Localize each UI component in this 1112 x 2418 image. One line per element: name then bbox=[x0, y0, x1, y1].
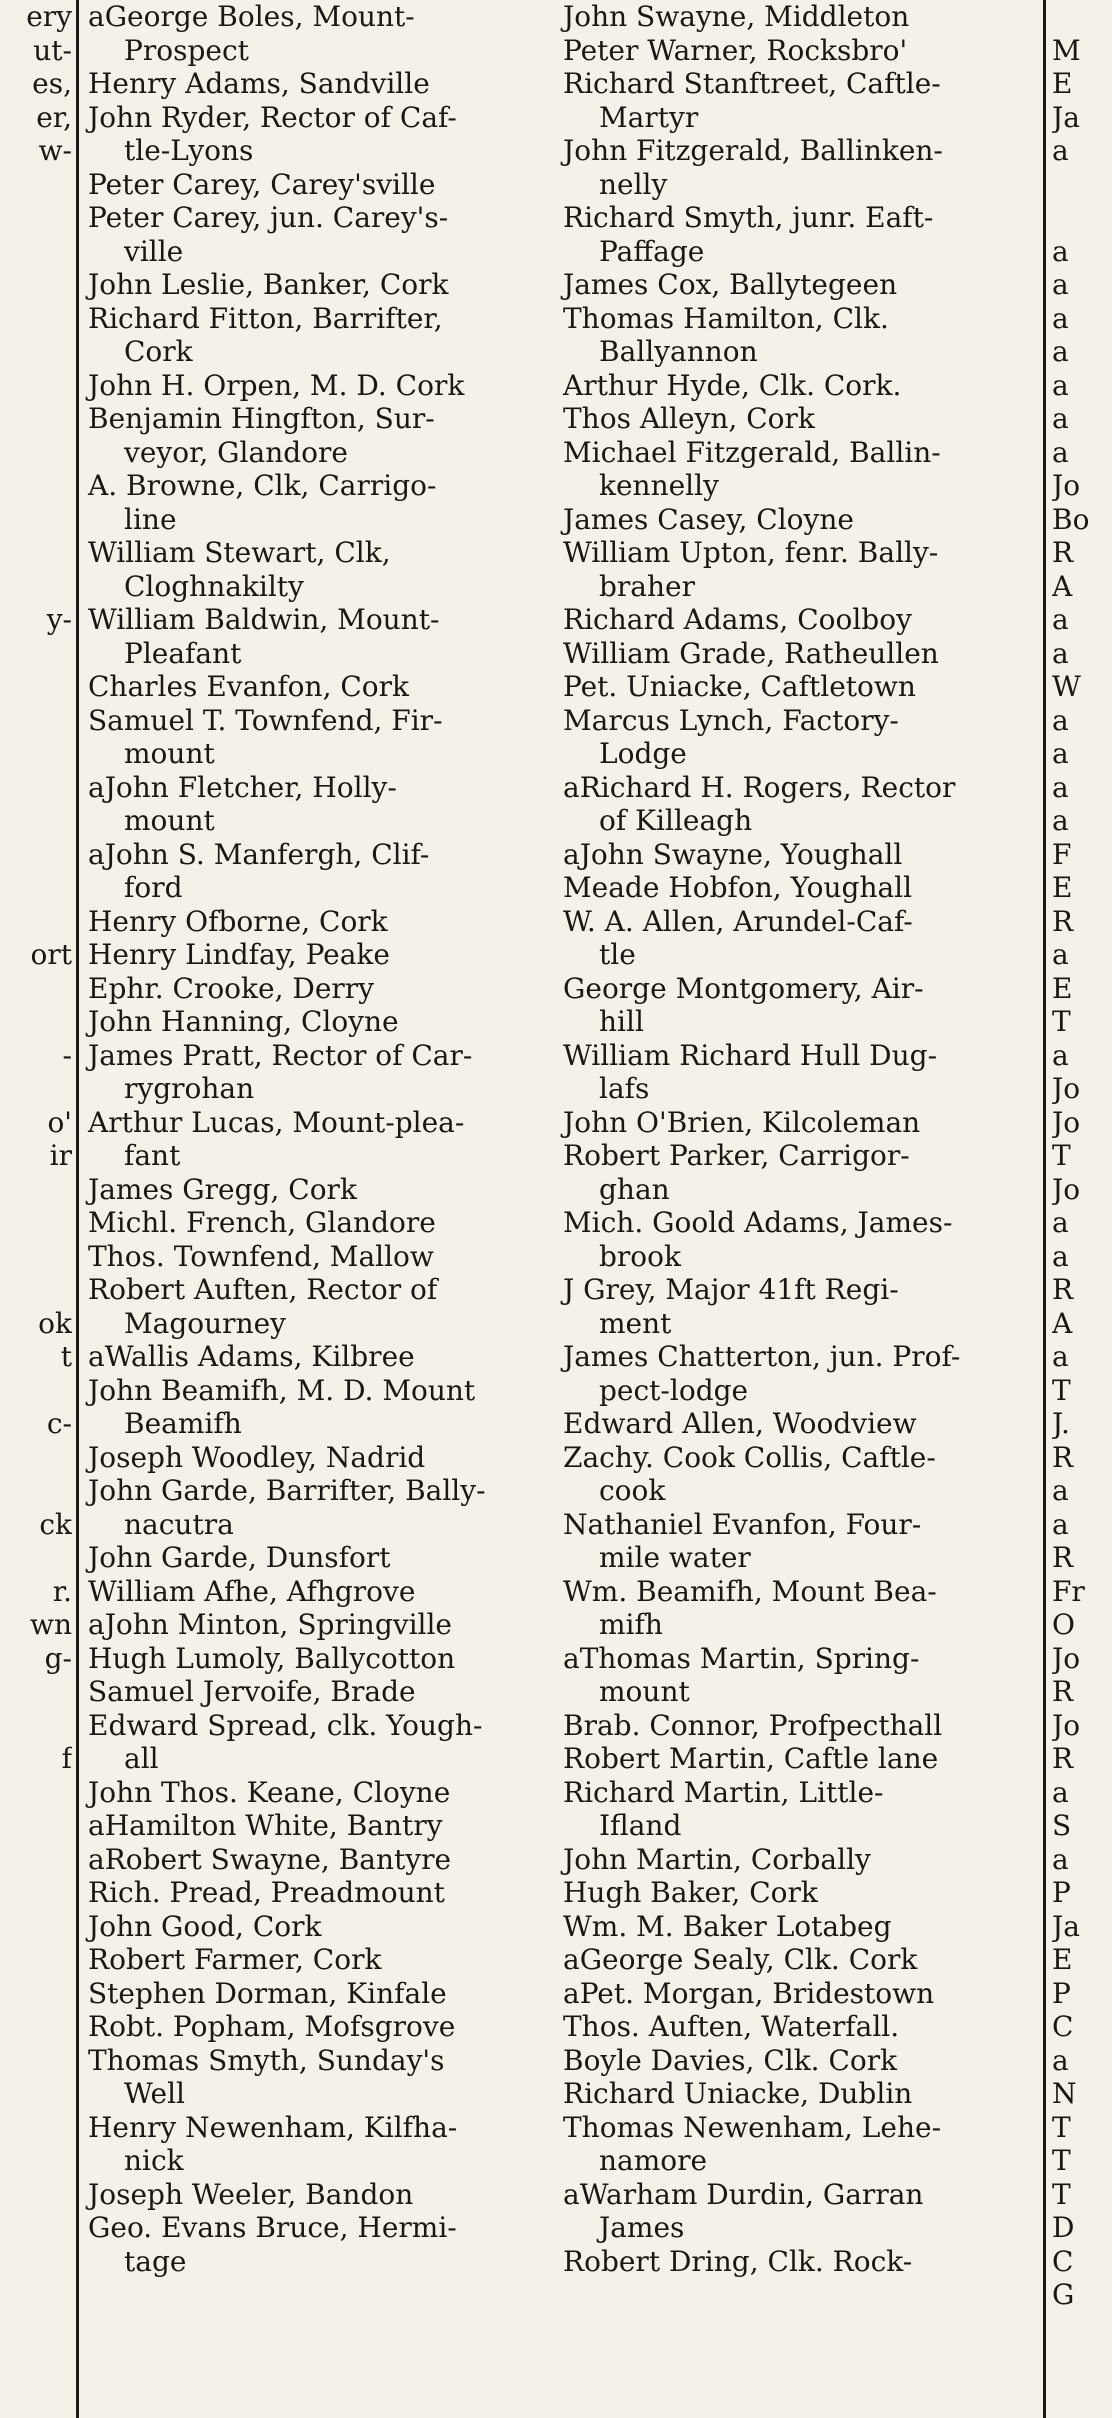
margin-fragment: y- bbox=[46, 603, 72, 636]
subscriber-entry: John Hanning, Cloyne bbox=[88, 1005, 399, 1038]
right-margin-fragments bbox=[1052, 0, 1112, 2418]
subscriber-entry: William Grade, Ratheullen bbox=[563, 636, 939, 670]
subscriber-entry-continuation: line bbox=[124, 502, 177, 536]
subscriber-entry: aJohn Swayne, Youghall bbox=[563, 837, 903, 871]
margin-fragment bbox=[0, 168, 72, 202]
margin-fragment: R bbox=[1052, 1273, 1074, 1306]
margin-fragment: a bbox=[1052, 1340, 1069, 1373]
subscriber-entry-continuation: Ballyannon bbox=[599, 335, 758, 368]
subscriber-entry-continuation: ford bbox=[124, 871, 183, 904]
subscriber-entry-continuation: Ifland bbox=[599, 1809, 682, 1842]
subscriber-entry: Joseph Woodley, Nadrid bbox=[88, 1440, 426, 1474]
margin-fragment: - bbox=[62, 1038, 72, 1072]
subscriber-entry: Hugh Baker, Cork bbox=[563, 1876, 818, 1909]
subscriber-entry: John Ryder, Rector of Caf- bbox=[88, 100, 457, 134]
subscriber-entry-continuation: mifh bbox=[599, 1608, 663, 1641]
subscriber-entry: aRichard H. Rogers, Rector bbox=[563, 770, 956, 804]
margin-fragment: G bbox=[1052, 2278, 1075, 2311]
subscriber-entry: Robert Auften, Rector of bbox=[88, 1273, 438, 1306]
margin-fragment bbox=[0, 436, 72, 470]
subscriber-entry-continuation: brook bbox=[599, 1239, 681, 1273]
margin-fragment: T bbox=[1052, 2144, 1071, 2177]
subscriber-entry: Richard Fitton, Barrifter, bbox=[88, 301, 443, 335]
subscriber-entry-continuation: ghan bbox=[599, 1172, 670, 1206]
subscriber-entry: Edward Allen, Woodview bbox=[563, 1407, 917, 1440]
margin-fragment: T bbox=[1052, 2177, 1071, 2211]
margin-fragment bbox=[0, 670, 72, 704]
subscriber-entry-continuation: Martyr bbox=[599, 100, 699, 134]
subscriber-entry-continuation: ville bbox=[124, 234, 184, 268]
subscriber-entry: John H. Orpen, M. D. Cork bbox=[88, 368, 465, 402]
margin-fragment: a bbox=[1052, 134, 1069, 167]
margin-fragment: T bbox=[1052, 1373, 1071, 1407]
subscriber-entry-continuation: namore bbox=[599, 2144, 708, 2177]
subscriber-entry-continuation: hill bbox=[599, 1005, 644, 1038]
margin-fragment bbox=[0, 201, 72, 235]
margin-fragment: ery bbox=[26, 0, 72, 33]
margin-fragment: wn bbox=[30, 1608, 72, 1641]
subscriber-entry: Peter Carey, jun. Carey's- bbox=[88, 201, 449, 234]
margin-fragment: a bbox=[1052, 435, 1069, 469]
margin-fragment: P bbox=[1052, 1876, 1071, 1909]
subscriber-entry-continuation: pect-lodge bbox=[599, 1373, 749, 1407]
margin-fragment: ir bbox=[49, 1139, 72, 1172]
margin-fragment bbox=[0, 570, 72, 604]
subscriber-entry: Michael Fitzgerald, Ballin- bbox=[563, 435, 941, 469]
margin-fragment: R bbox=[1052, 536, 1074, 569]
margin-fragment: Jo bbox=[1052, 1105, 1081, 1139]
subscriber-entry-continuation: Cloghnakilty bbox=[124, 569, 304, 603]
margin-fragment bbox=[0, 1441, 72, 1475]
margin-fragment: ut- bbox=[33, 33, 72, 67]
margin-fragment: T bbox=[1052, 1005, 1071, 1038]
margin-fragment: a bbox=[1052, 737, 1069, 770]
margin-fragment bbox=[0, 1173, 72, 1207]
subscriber-entry: aJohn S. Manfergh, Clif- bbox=[88, 837, 430, 871]
subscriber-entry: Peter Warner, Rocksbro' bbox=[563, 33, 908, 67]
margin-fragment: Jo bbox=[1052, 1072, 1081, 1105]
margin-fragment: ok bbox=[38, 1306, 72, 1340]
margin-fragment bbox=[0, 905, 72, 939]
subscriber-entry: Edward Spread, clk. Yough- bbox=[88, 1708, 483, 1742]
subscriber-entry-continuation: Magourney bbox=[124, 1306, 286, 1340]
subscriber-entry: Pet. Uniacke, Caftletown bbox=[563, 670, 916, 703]
margin-fragment: E bbox=[1052, 971, 1073, 1005]
margin-fragment: a bbox=[1052, 938, 1069, 971]
margin-fragment: a bbox=[1052, 2043, 1069, 2077]
subscriber-entry: John Martin, Corbally bbox=[563, 1842, 871, 1876]
margin-fragment: a bbox=[1052, 1206, 1069, 1239]
subscriber-entry: Wm. M. Baker Lotabeg bbox=[563, 1909, 892, 1943]
margin-fragment: a bbox=[1052, 804, 1069, 837]
margin-fragment bbox=[0, 804, 72, 838]
margin-fragment bbox=[0, 469, 72, 503]
subscriber-entry: Nathaniel Evanfon, Four- bbox=[563, 1507, 922, 1541]
margin-fragment bbox=[0, 1273, 72, 1307]
subscriber-entry: W. A. Allen, Arundel-Caf- bbox=[563, 904, 913, 938]
subscriber-entry: Ephr. Crooke, Derry bbox=[88, 971, 374, 1005]
margin-fragment: Jo bbox=[1052, 469, 1081, 502]
margin-fragment: a bbox=[1052, 1507, 1069, 1541]
margin-fragment bbox=[0, 704, 72, 738]
subscriber-entry: John Beamifh, M. D. Mount bbox=[88, 1373, 476, 1407]
subscriber-entry: Thos. Townfend, Mallow bbox=[88, 1239, 434, 1273]
subscriber-entry: Richard Uniacke, Dublin bbox=[563, 2077, 913, 2110]
subscriber-entry-continuation: lafs bbox=[599, 1072, 650, 1105]
margin-fragment: a bbox=[1052, 703, 1069, 737]
subscriber-entry: John Swayne, Middleton bbox=[563, 0, 910, 33]
margin-fragment: S bbox=[1052, 1809, 1072, 1842]
margin-fragment: a bbox=[1052, 1038, 1069, 1072]
margin-fragment: N bbox=[1052, 2077, 1077, 2110]
margin-fragment: M bbox=[1052, 33, 1081, 67]
subscriber-entry: John Fitzgerald, Ballinken- bbox=[563, 134, 943, 167]
subscriber-entry: Boyle Davies, Clk. Cork bbox=[563, 2043, 898, 2077]
margin-fragment: a bbox=[1052, 636, 1069, 670]
margin-fragment: w- bbox=[38, 134, 72, 167]
margin-fragment bbox=[0, 1474, 72, 1508]
subscriber-entry: Richard Smyth, junr. Eaft- bbox=[563, 201, 934, 234]
subscriber-entry: aJohn Minton, Springville bbox=[88, 1608, 452, 1641]
subscriber-entry: Brab. Connor, Profpecthall bbox=[563, 1708, 943, 1742]
subscriber-entry: James Chatterton, jun. Prof- bbox=[563, 1340, 961, 1373]
subscriber-entry-continuation: Prospect bbox=[124, 33, 249, 67]
margin-fragment bbox=[0, 503, 72, 537]
subscriber-entry: Thomas Newenham, Lehe- bbox=[563, 2110, 942, 2144]
margin-fragment bbox=[1052, 0, 1112, 34]
margin-fragment bbox=[1052, 168, 1112, 202]
margin-fragment: Jo bbox=[1052, 1172, 1081, 1206]
margin-fragment: a bbox=[1052, 402, 1069, 435]
subscriber-entry: Thomas Hamilton, Clk. bbox=[563, 301, 889, 335]
subscriber-entry: Wm. Beamifh, Mount Bea- bbox=[563, 1574, 937, 1608]
margin-fragment bbox=[0, 1005, 72, 1039]
subscriber-entry: Arthur Hyde, Clk. Cork. bbox=[563, 368, 902, 402]
subscriber-entry: Henry Lindfay, Peake bbox=[88, 938, 390, 971]
subscriber-entry: Joseph Weeler, Bandon bbox=[88, 2177, 414, 2211]
subscriber-entry: John Garde, Barrifter, Bally- bbox=[88, 1474, 486, 1507]
subscriber-entry: Samuel Jervoife, Brade bbox=[88, 1675, 416, 1708]
margin-fragment bbox=[0, 235, 72, 269]
subscriber-entry-continuation: Beamifh bbox=[124, 1407, 242, 1440]
subscriber-entry-continuation: ment bbox=[599, 1306, 672, 1340]
margin-fragment bbox=[0, 335, 72, 369]
margin-fragment: A bbox=[1052, 1306, 1073, 1340]
margin-fragment: a bbox=[1052, 1775, 1069, 1809]
subscriber-entry: A. Browne, Clk, Carrigo- bbox=[88, 469, 437, 502]
column-divider-right bbox=[1043, 0, 1046, 2418]
margin-fragment: J. bbox=[1052, 1407, 1070, 1440]
subscriber-entry: Henry Ofborne, Cork bbox=[88, 904, 388, 938]
subscriber-entry: Rich. Pread, Preadmount bbox=[88, 1876, 445, 1909]
margin-fragment: T bbox=[1052, 2110, 1071, 2144]
margin-fragment: Ja bbox=[1052, 100, 1080, 134]
subscriber-entry: William Stewart, Clk, bbox=[88, 536, 391, 569]
subscriber-entry: J Grey, Major 41ft Regi- bbox=[563, 1273, 899, 1306]
margin-fragment: es, bbox=[32, 67, 72, 100]
margin-fragment bbox=[0, 402, 72, 436]
margin-fragment bbox=[0, 369, 72, 403]
margin-fragment: R bbox=[1052, 1440, 1074, 1474]
subscriber-entry: John O'Brien, Kilcoleman bbox=[563, 1105, 921, 1139]
margin-fragment: ck bbox=[39, 1507, 72, 1541]
subscriber-entry: Robert Dring, Clk. Rock- bbox=[563, 2244, 913, 2278]
margin-fragment: a bbox=[1052, 335, 1069, 368]
subscriber-entry: William Afhe, Afhgrove bbox=[88, 1574, 416, 1608]
subscriber-entry: Robert Martin, Caftle lane bbox=[563, 1742, 939, 1775]
subscriber-entry: Hugh Lumoly, Ballycotton bbox=[88, 1641, 456, 1675]
subscriber-entry: Marcus Lynch, Factory- bbox=[563, 703, 899, 737]
subscriber-entry: Stephen Dorman, Kinfale bbox=[88, 1976, 447, 2010]
subscriber-column-a bbox=[82, 0, 552, 2418]
subscriber-entry-continuation: Cork bbox=[124, 335, 193, 368]
margin-fragment: R bbox=[1052, 1675, 1074, 1708]
subscriber-entry: Richard Adams, Coolboy bbox=[563, 603, 912, 636]
margin-fragment: c- bbox=[46, 1407, 72, 1440]
margin-fragment: Fr bbox=[1052, 1574, 1085, 1608]
margin-fragment: a bbox=[1052, 1474, 1069, 1507]
subscriber-entry: aGeorge Boles, Mount- bbox=[88, 0, 415, 33]
subscriber-entry: John Garde, Dunsfort bbox=[88, 1541, 391, 1574]
margin-fragment bbox=[0, 838, 72, 872]
margin-fragment: F bbox=[1052, 837, 1072, 871]
margin-fragment: E bbox=[1052, 67, 1073, 100]
subscriber-entry: James Pratt, Rector of Car- bbox=[88, 1038, 473, 1072]
subscriber-entry: George Montgomery, Air- bbox=[563, 971, 924, 1005]
subscriber-entry-continuation: nick bbox=[124, 2144, 184, 2177]
margin-fragment: C bbox=[1052, 2244, 1074, 2278]
margin-fragment: f bbox=[61, 1742, 72, 1775]
subscriber-entry-continuation: mount bbox=[124, 737, 215, 770]
margin-fragment: R bbox=[1052, 1742, 1074, 1775]
margin-fragment bbox=[0, 536, 72, 570]
margin-fragment: g- bbox=[44, 1641, 72, 1675]
subscriber-entry: Michl. French, Glandore bbox=[88, 1206, 436, 1239]
subscriber-entry: John Leslie, Banker, Cork bbox=[88, 268, 449, 301]
margin-fragment: W bbox=[1052, 670, 1081, 703]
subscriber-entry-continuation: James bbox=[599, 2211, 685, 2244]
subscriber-entry: Robt. Popham, Mofsgrove bbox=[88, 2010, 456, 2043]
subscriber-entry: Henry Adams, Sandville bbox=[88, 67, 430, 100]
subscriber-entry: Robert Parker, Carrigor- bbox=[563, 1139, 910, 1172]
subscriber-entry-continuation: tle-Lyons bbox=[124, 134, 254, 167]
margin-fragment: A bbox=[1052, 569, 1073, 603]
subscriber-entry: William Richard Hull Dug- bbox=[563, 1038, 938, 1072]
subscriber-entry: Robert Farmer, Cork bbox=[88, 1943, 382, 1976]
subscriber-entry-continuation: tage bbox=[124, 2244, 187, 2278]
subscriber-entry: aPet. Morgan, Bridestown bbox=[563, 1976, 935, 2010]
column-divider-left bbox=[76, 0, 79, 2418]
subscriber-entry: James Gregg, Cork bbox=[88, 1172, 357, 1206]
subscriber-entry-continuation: Well bbox=[124, 2077, 185, 2110]
margin-fragment: Jo bbox=[1052, 1708, 1081, 1742]
margin-fragment bbox=[0, 871, 72, 905]
margin-fragment: R bbox=[1052, 1541, 1074, 1574]
subscriber-entry: Benjamin Hingfton, Sur- bbox=[88, 402, 435, 435]
subscriber-entry: Geo. Evans Bruce, Hermi- bbox=[88, 2211, 457, 2244]
subscriber-entry: aGeorge Sealy, Clk. Cork bbox=[563, 1943, 918, 1976]
subscriber-entry: William Baldwin, Mount- bbox=[88, 603, 440, 636]
margin-fragment: Bo bbox=[1052, 502, 1090, 536]
subscriber-entry: aWallis Adams, Kilbree bbox=[88, 1340, 415, 1373]
subscriber-entry: John Good, Cork bbox=[88, 1909, 322, 1943]
margin-fragment: C bbox=[1052, 2010, 1074, 2043]
margin-fragment: O bbox=[1052, 1608, 1075, 1641]
subscriber-entry-continuation: kennelly bbox=[599, 469, 719, 502]
subscriber-entry-continuation: nacutra bbox=[124, 1507, 234, 1541]
margin-fragment: ort bbox=[30, 938, 72, 971]
subscriber-entry: Arthur Lucas, Mount-plea- bbox=[88, 1105, 465, 1139]
margin-fragment bbox=[0, 1541, 72, 1575]
margin-fragment bbox=[0, 737, 72, 771]
margin-fragment bbox=[0, 1675, 72, 1709]
margin-fragment bbox=[0, 1374, 72, 1408]
margin-fragment: er, bbox=[36, 100, 72, 134]
margin-fragment: R bbox=[1052, 904, 1074, 938]
subscriber-column-b bbox=[557, 0, 1035, 2418]
subscriber-entry: William Upton, fenr. Bally- bbox=[563, 536, 939, 569]
margin-fragment: Jo bbox=[1052, 1641, 1081, 1675]
subscriber-entry: James Casey, Cloyne bbox=[563, 502, 854, 536]
margin-fragment: a bbox=[1052, 1239, 1069, 1273]
subscriber-entry-continuation: nelly bbox=[599, 167, 668, 201]
subscriber-entry-continuation: mile water bbox=[599, 1541, 751, 1574]
subscriber-entry: James Cox, Ballytegeen bbox=[563, 268, 898, 301]
margin-fragment: a bbox=[1052, 770, 1069, 804]
subscriber-entry-continuation: cook bbox=[599, 1474, 666, 1507]
subscriber-entry-continuation: rygrohan bbox=[124, 1072, 255, 1105]
subscriber-entry: aThomas Martin, Spring- bbox=[563, 1641, 920, 1675]
subscriber-entry: Richard Stanftreet, Caftle- bbox=[563, 67, 941, 100]
subscriber-entry: Richard Martin, Little- bbox=[563, 1775, 884, 1809]
margin-fragment bbox=[0, 1240, 72, 1274]
margin-fragment: P bbox=[1052, 1976, 1071, 2010]
margin-fragment: Ja bbox=[1052, 1909, 1080, 1943]
margin-fragment: a bbox=[1052, 234, 1069, 268]
subscriber-entry-continuation: Lodge bbox=[599, 737, 687, 770]
subscriber-entry-continuation: of Killeagh bbox=[599, 804, 753, 837]
subscriber-entry: aHamilton White, Bantry bbox=[88, 1809, 443, 1842]
margin-fragment: E bbox=[1052, 871, 1073, 904]
subscriber-entry-continuation: mount bbox=[124, 804, 215, 837]
subscriber-entry: Thos. Auften, Waterfall. bbox=[563, 2010, 900, 2043]
margin-fragment: r. bbox=[52, 1574, 72, 1608]
subscriber-entry: Zachy. Cook Collis, Caftle- bbox=[563, 1440, 936, 1474]
subscriber-entry-continuation: veyor, Glandore bbox=[124, 435, 348, 469]
margin-fragment: E bbox=[1052, 1943, 1073, 1976]
subscriber-entry-continuation: fant bbox=[124, 1139, 181, 1172]
margin-fragment: D bbox=[1052, 2211, 1075, 2244]
subscriber-entry: Peter Carey, Carey'sville bbox=[88, 167, 436, 201]
margin-fragment bbox=[0, 1709, 72, 1743]
margin-fragment: t bbox=[60, 1340, 72, 1373]
subscriber-entry: aWarham Durdin, Garran bbox=[563, 2177, 924, 2211]
margin-fragment: T bbox=[1052, 1139, 1071, 1172]
subscriber-entry-continuation: Paffage bbox=[599, 234, 705, 268]
subscriber-entry: Thomas Smyth, Sunday's bbox=[88, 2043, 445, 2077]
subscriber-entry-continuation: braher bbox=[599, 569, 695, 603]
margin-fragment: o' bbox=[47, 1105, 72, 1139]
subscriber-entry: Mich. Goold Adams, James- bbox=[563, 1206, 953, 1239]
subscriber-entry: Henry Newenham, Kilfha- bbox=[88, 2110, 458, 2144]
margin-fragment bbox=[0, 1206, 72, 1240]
subscriber-entry-continuation: mount bbox=[599, 1675, 690, 1708]
margin-fragment: a bbox=[1052, 301, 1069, 335]
subscriber-entry-continuation: tle bbox=[599, 938, 636, 971]
margin-fragment bbox=[0, 268, 72, 302]
subscriber-entry: Meade Hobfon, Youghall bbox=[563, 871, 913, 904]
subscriber-entry: aRobert Swayne, Bantyre bbox=[88, 1842, 452, 1876]
subscriber-entry-continuation: Pleafant bbox=[124, 636, 242, 670]
margin-fragment bbox=[0, 771, 72, 805]
margin-fragment bbox=[0, 637, 72, 671]
margin-fragment bbox=[0, 302, 72, 336]
left-margin-fragments bbox=[0, 0, 72, 2418]
margin-fragment: a bbox=[1052, 368, 1069, 402]
subscriber-entry: John Thos. Keane, Cloyne bbox=[88, 1775, 451, 1809]
subscriber-entry: Charles Evanfon, Cork bbox=[88, 670, 410, 703]
margin-fragment: a bbox=[1052, 603, 1069, 636]
margin-fragment bbox=[1052, 201, 1112, 235]
subscriber-entry: Samuel T. Townfend, Fir- bbox=[88, 703, 443, 737]
margin-fragment: a bbox=[1052, 1842, 1069, 1876]
subscriber-entry: Thos Alleyn, Cork bbox=[563, 402, 815, 435]
margin-fragment: a bbox=[1052, 268, 1069, 301]
subscriber-entry: aJohn Fletcher, Holly- bbox=[88, 770, 397, 804]
margin-fragment bbox=[0, 1072, 72, 1106]
margin-fragment bbox=[0, 972, 72, 1006]
subscriber-entry-continuation: all bbox=[124, 1742, 159, 1775]
